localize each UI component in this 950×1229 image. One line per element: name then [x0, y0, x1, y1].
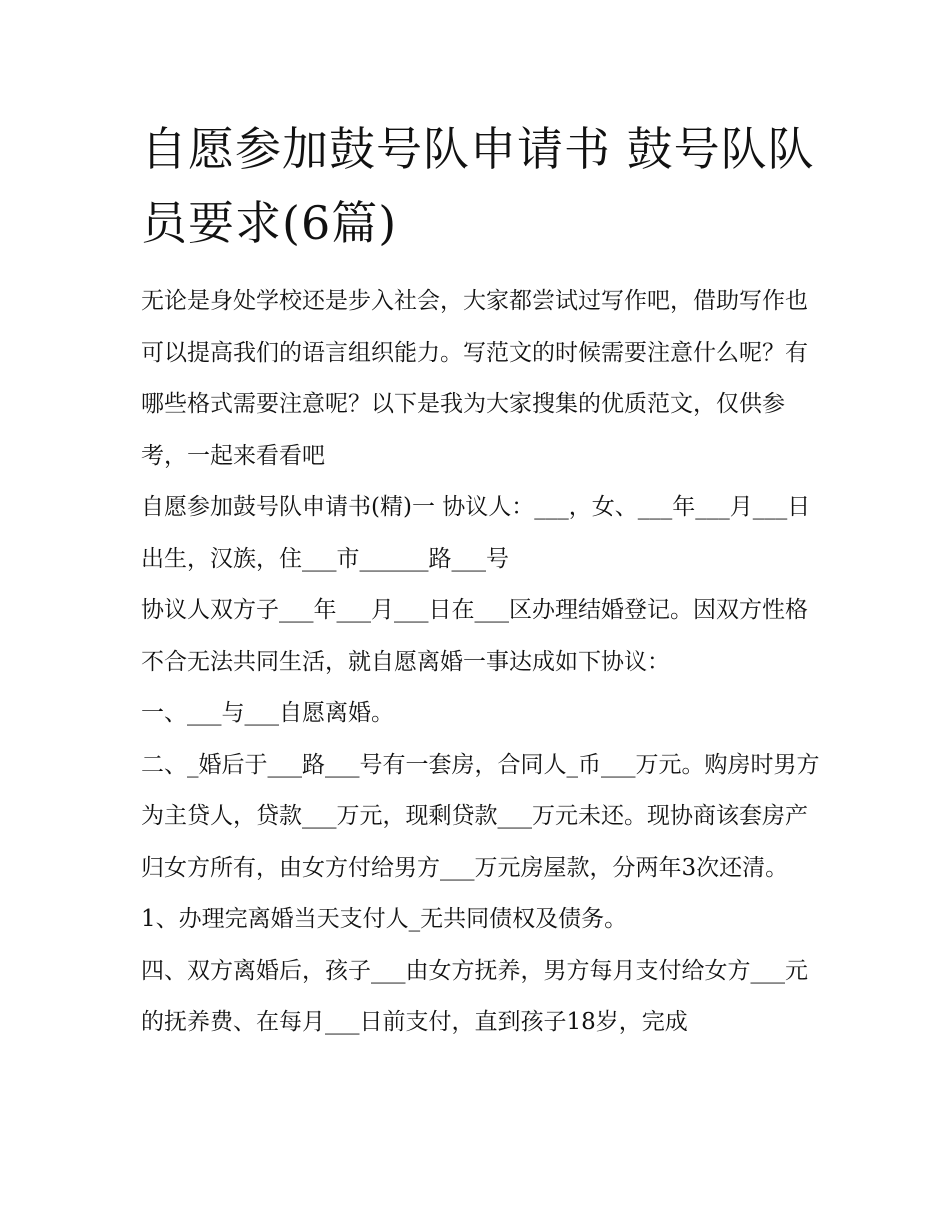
payment-clause-paragraph: 1、办理完离婚当天支付人_无共同债权及债务。	[141, 906, 628, 932]
clause-four-paragraph: 四、双方离婚后，孩子___由女方抚养，男方每月支付给女方___元的抚养费、在每月___日前支付，直到孩子18岁，完成	[141, 957, 808, 1035]
document-body	[141, 276, 821, 1049]
clause-one-paragraph: 一、___与___自愿离婚。	[141, 700, 394, 726]
page-title: 自愿参加鼓号队申请书 鼓号队队员要求(6篇)	[141, 122, 815, 250]
agreement-parties-paragraph: 自愿参加鼓号队申请书(精)一 协议人：___，女、___年___月___日出生，汉族，住___市______路___号	[141, 494, 811, 572]
intro-paragraph: 无论是身处学校还是步入社会，大家都尝试过写作吧，借助写作也可以提高我们的语言组织能力。写范文的时候需要注意什么呢？有哪些格式需要注意呢？以下是我为大家搜集的优质范文，仅供参考，一起来看看吧	[141, 288, 808, 469]
marriage-registration-paragraph: 协议人双方子___年___月___日在___区办理结婚登记。因双方性格不合无法共同生活，就自愿离婚一事达成如下协议：	[141, 597, 808, 675]
clause-two-paragraph: 二、_婚后于___路___号有一套房，合同人_币___万元。购房时男方为主贷人，贷款___万元，现剩贷款___万元未还。现协商该套房产归女方所有，由女方付给男方___万元房屋款，分两年3次还清。	[141, 751, 820, 881]
